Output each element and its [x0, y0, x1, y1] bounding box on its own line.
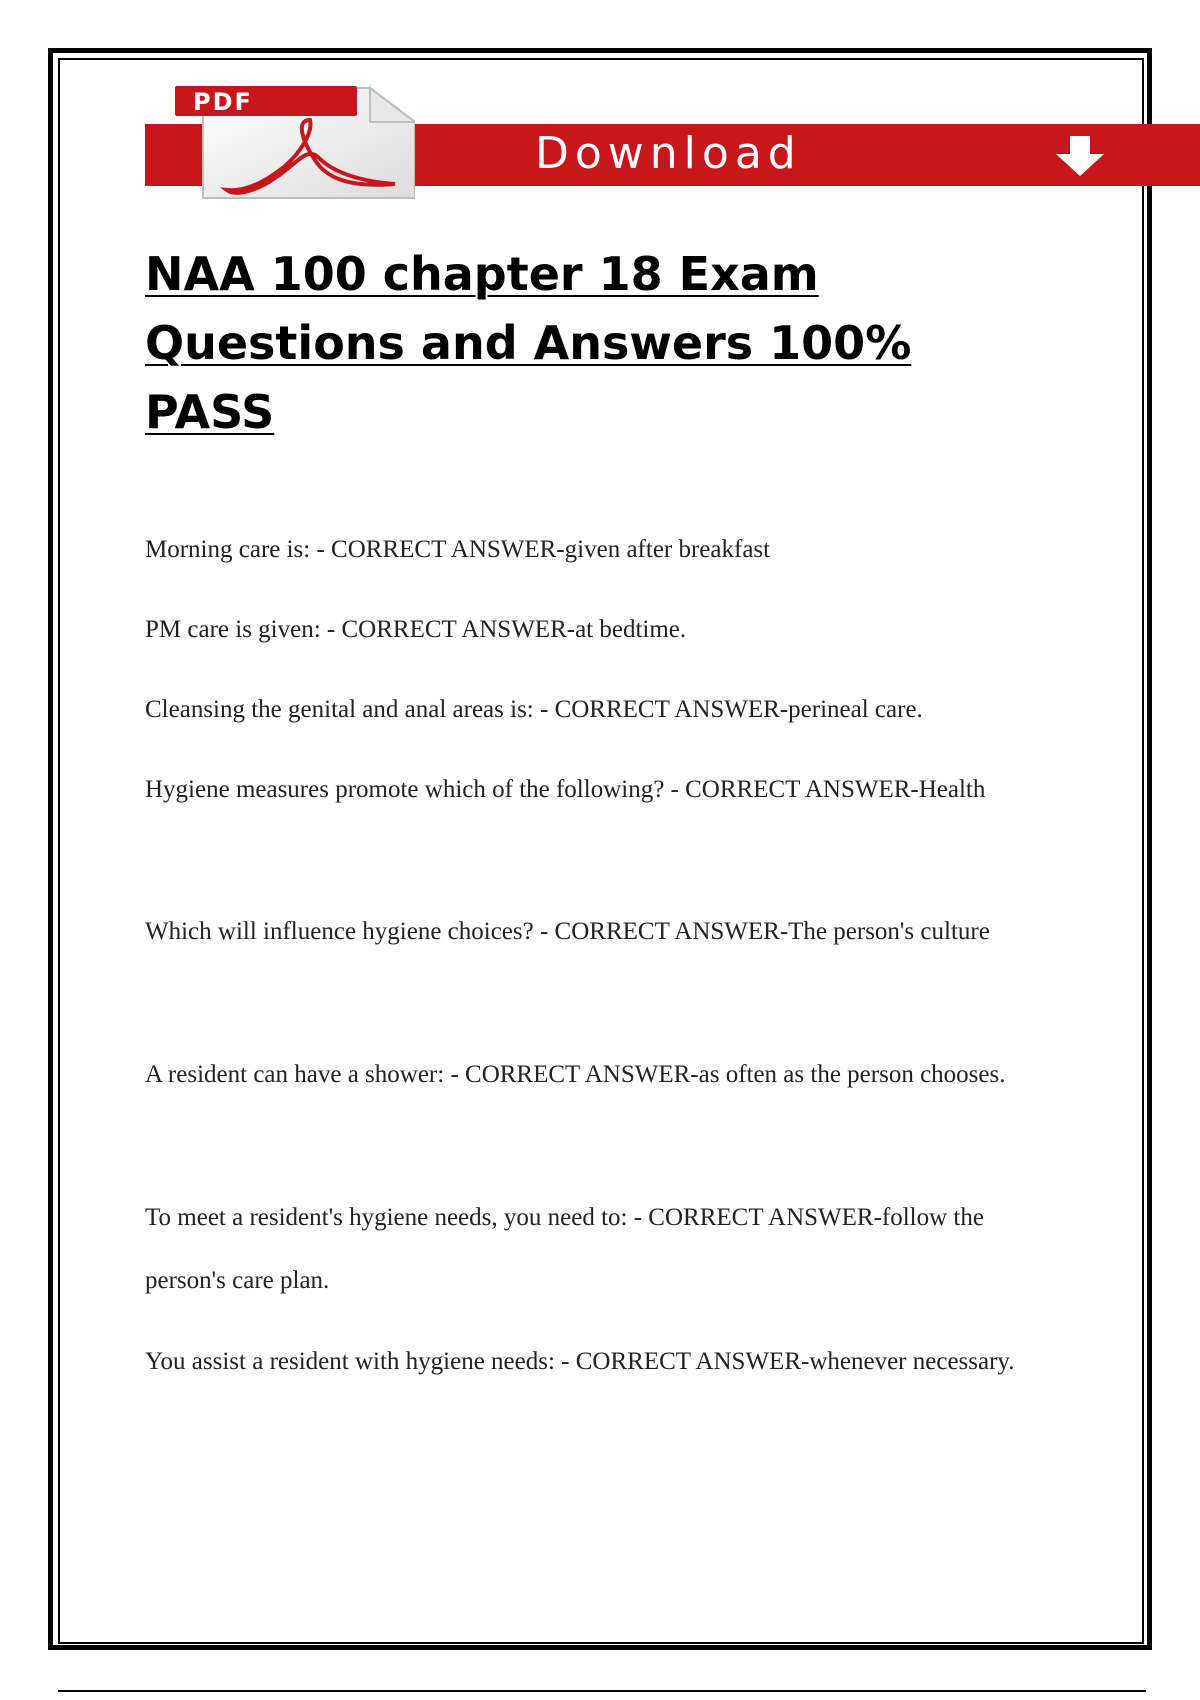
download-label: Download: [535, 128, 802, 179]
qa-item-8: You assist a resident with hygiene needs: - CORRECT ANSWER-whenever necessary.: [145, 1348, 1015, 1375]
qa-item-5: Which will influence hygiene choices? - CORRECT ANSWER-The person's culture: [145, 918, 990, 945]
pdf-file-icon: [175, 80, 415, 200]
footer-rule: [58, 1690, 1146, 1692]
qa-item-1: Morning care is: - CORRECT ANSWER-given after breakfast: [145, 536, 771, 563]
qa-item-3: Cleansing the genital and anal areas is: - CORRECT ANSWER-perineal care.: [145, 696, 923, 723]
qa-item-6: A resident can have a shower: - CORRECT ANSWER-as often as the person chooses.: [145, 1061, 1006, 1088]
download-arrow-icon: [1050, 130, 1110, 180]
qa-item-4: Hygiene measures promote which of the following? - CORRECT ANSWER-Health: [145, 776, 986, 803]
pdf-label: PDF: [193, 88, 253, 116]
qa-item-2: PM care is given: - CORRECT ANSWER-at bedtime.: [145, 616, 687, 643]
document-title: NAA 100 chapter 18 Exam Questions and Answers 100% PASS: [145, 247, 912, 439]
pdf-download-banner[interactable]: [145, 80, 1200, 200]
qa-item-7: To meet a resident's hygiene needs, you need to: - CORRECT ANSWER-follow the person's care plan.: [145, 1204, 984, 1294]
acrobat-logo-icon: [215, 112, 415, 202]
